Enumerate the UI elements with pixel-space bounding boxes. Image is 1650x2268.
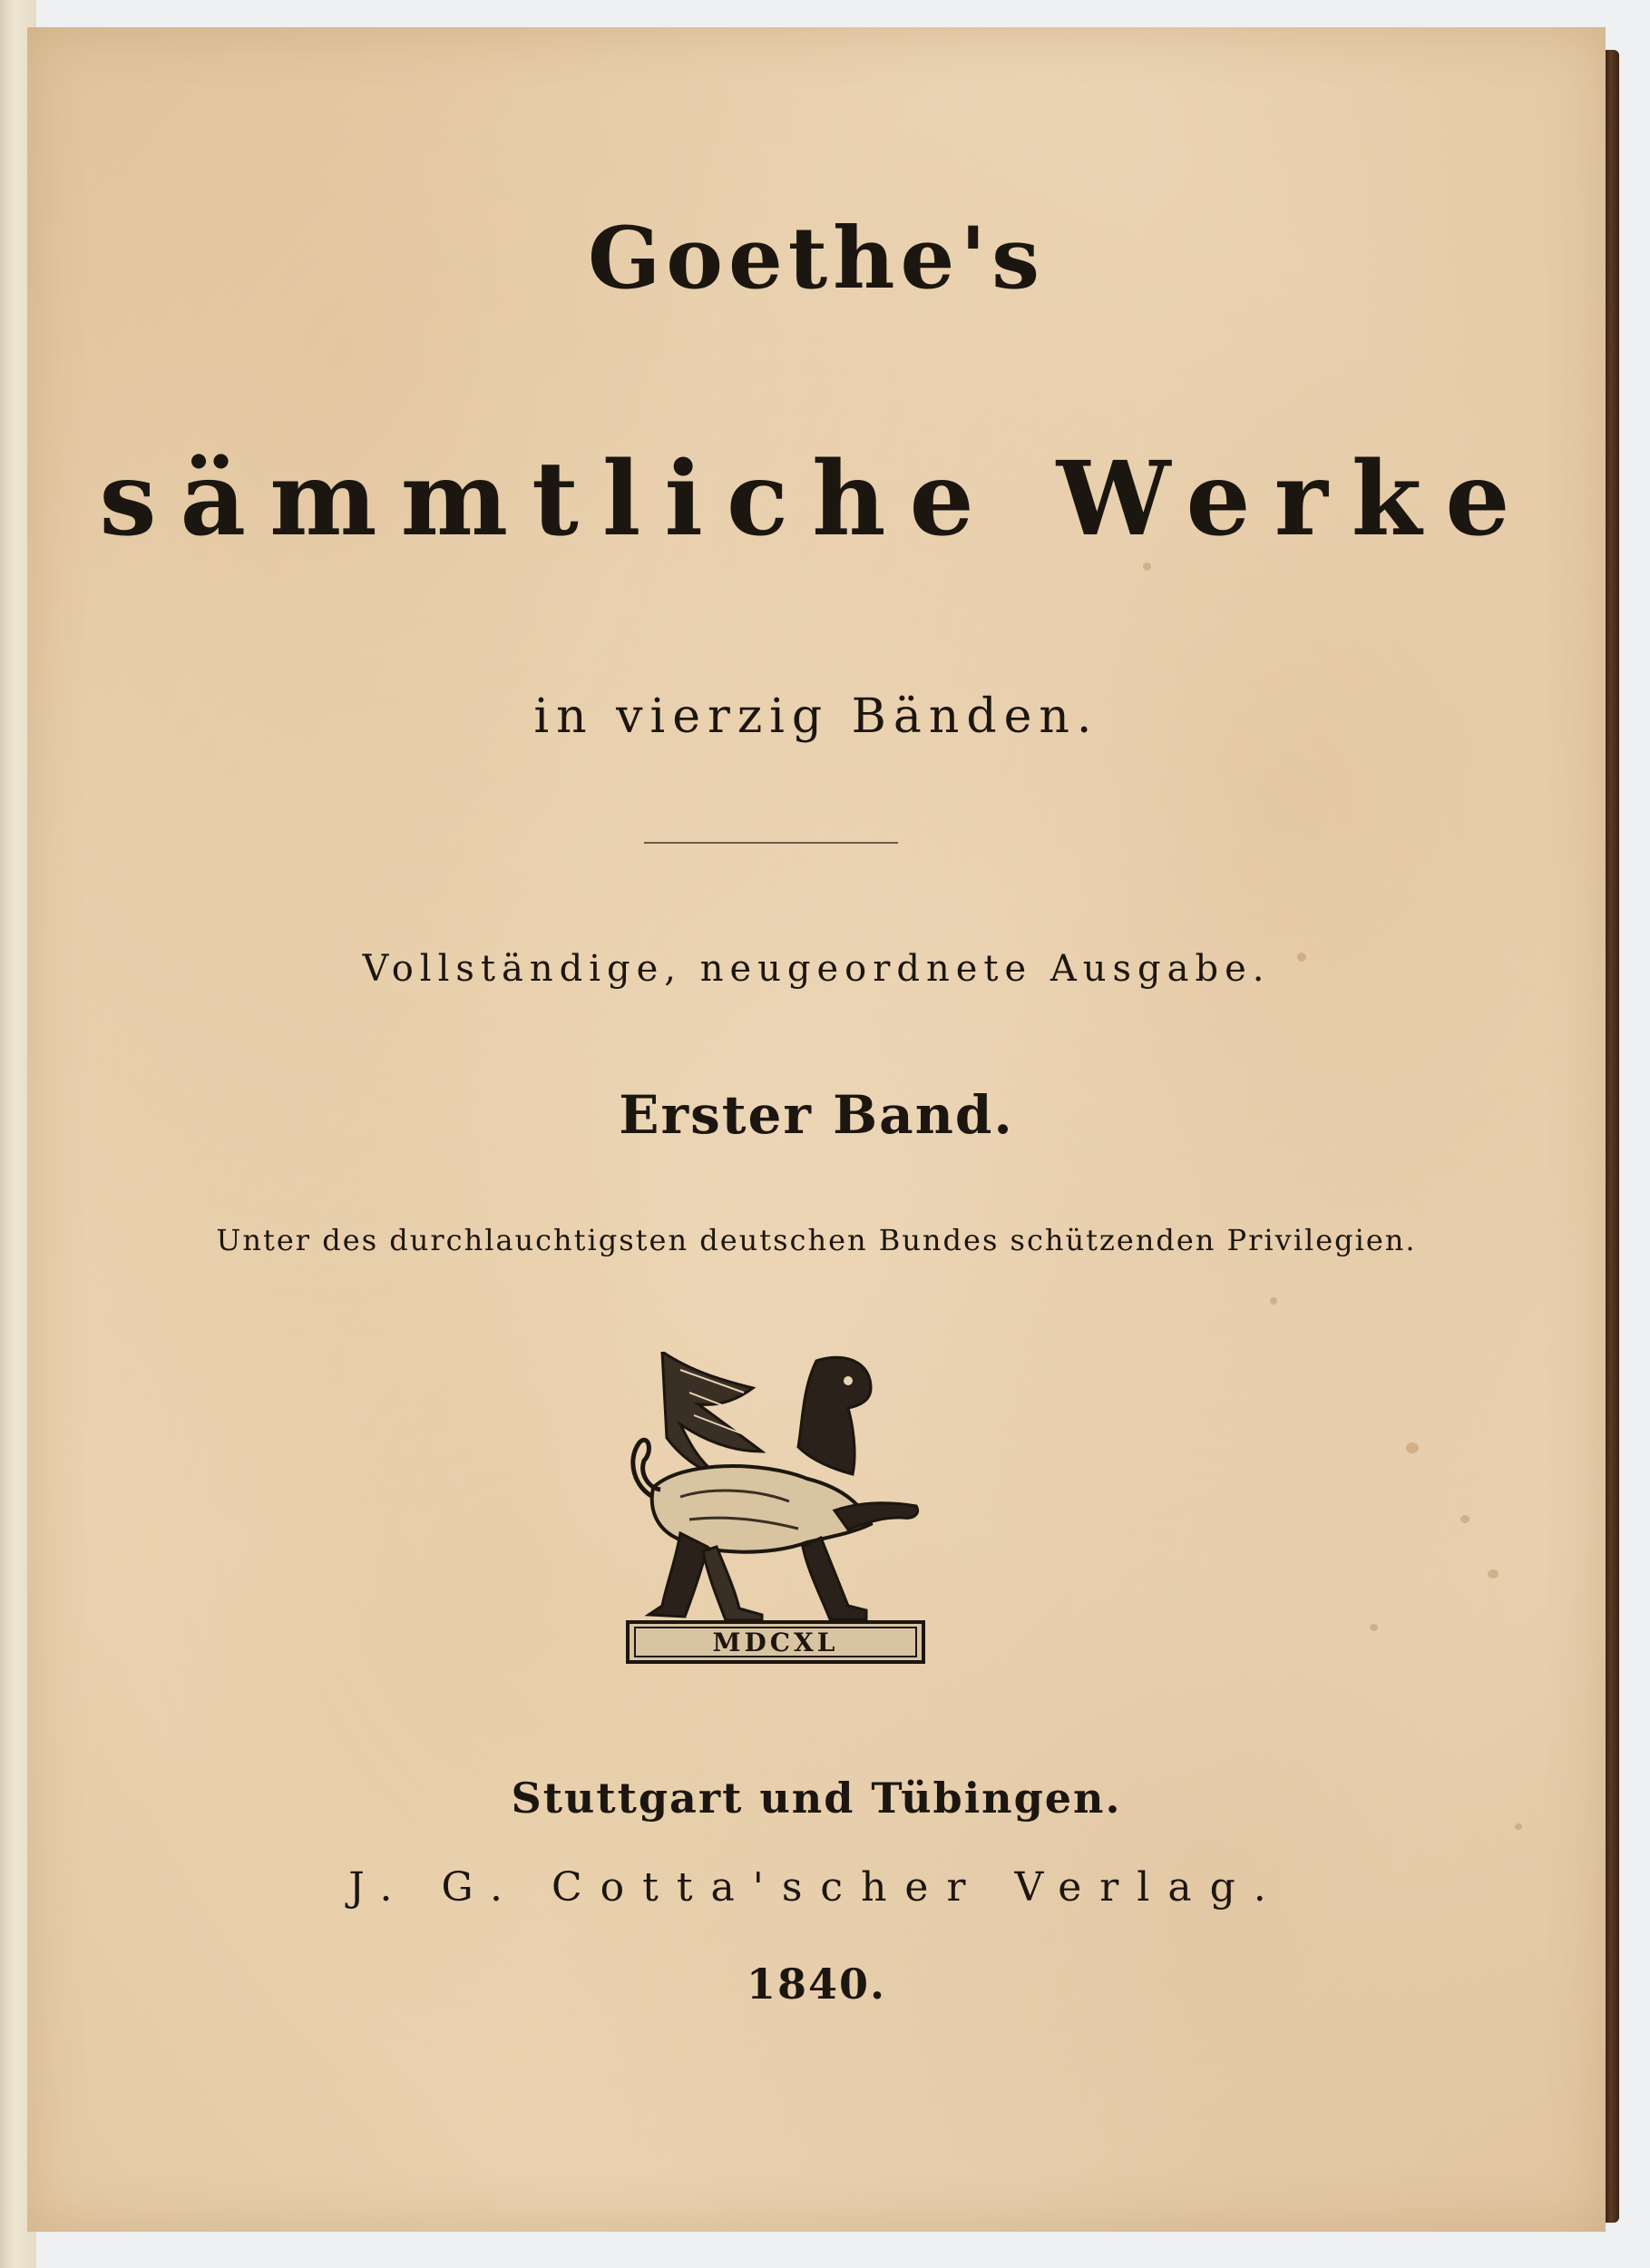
griffin-emblem-icon: [626, 1352, 925, 1665]
edition-note: Vollständige, neugeordnete Ausgabe.: [362, 948, 1271, 990]
emblem-plinth-text: MDCXL: [712, 1628, 839, 1657]
foxing-spot: [1515, 1823, 1522, 1830]
publication-year: 1840.: [746, 1960, 887, 2009]
foxing-spot: [1460, 1515, 1469, 1523]
publication-place: Stuttgart und Tübingen.: [511, 1774, 1122, 1823]
divider-rule: [644, 842, 898, 844]
foxing-spot: [1370, 1624, 1378, 1631]
volume-number: Erster Band.: [619, 1084, 1014, 1146]
title-main: sämmtliche Werke: [99, 440, 1534, 559]
publisher-name: J. G. Cotta'scher Verlag.: [348, 1864, 1284, 1911]
foxing-spot: [1270, 1297, 1277, 1305]
foxing-spot: [1488, 1569, 1499, 1579]
title-author: Goethe's: [587, 209, 1046, 308]
volumes-note: in vierzig Bänden.: [533, 689, 1099, 744]
title-page: [27, 27, 1606, 2232]
foxing-spot: [1143, 562, 1151, 571]
privilege-note: Unter des durchlauchtigsten deutschen Bundes schützenden Privilegien.: [216, 1223, 1417, 1257]
foxing-spot: [1406, 1442, 1419, 1453]
